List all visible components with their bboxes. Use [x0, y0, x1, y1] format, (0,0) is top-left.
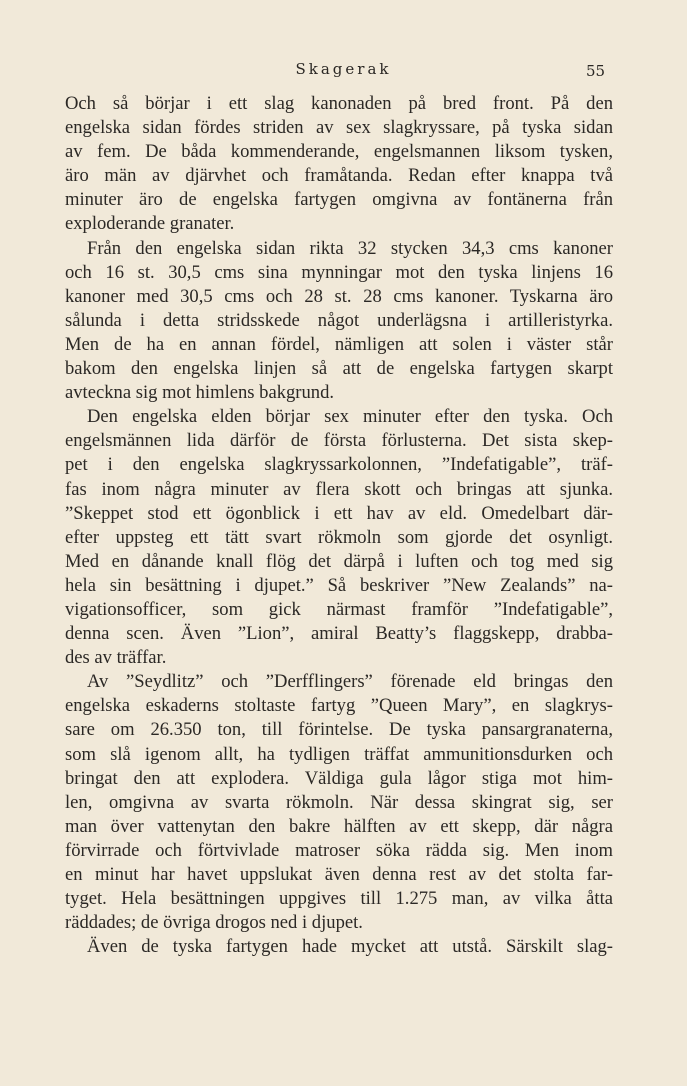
text-line: tyget. Hela besättningen uppgives till 1.275 man, av vilka åtta — [65, 888, 613, 910]
text-line: engelska eskaderns stoltaste fartyg ”Queen Mary”, en slagkrys- — [65, 695, 613, 717]
text-line: Men de ha en annan fördel, nämligen att solen i väster står — [65, 333, 613, 355]
text-line: hela sin besättning i djupet.” Så beskriver ”New Zealands” na- — [65, 574, 613, 596]
text-line: Med en dånande knall flög det därpå i luften och tog med sig — [65, 550, 613, 572]
text-line: man över vattenytan den bakre hälften av ett skepp, där några — [65, 815, 613, 837]
text-line: engelsmännen lida därför de första förlusterna. Det sista skep- — [65, 430, 613, 452]
text-line: Från den engelska sidan rikta 32 stycken 34,3 cms kanoner — [87, 237, 613, 259]
text-line: förvirrade och förtvivlade matroser söka rädda sig. Men inom — [65, 839, 613, 861]
body-text — [65, 92, 613, 959]
text-line: des av träffar. — [65, 647, 167, 669]
text-line: Av ”Seydlitz” och ”Derfflingers” förenade eld bringas den — [87, 671, 613, 693]
text-line: och 16 st. 30,5 cms sina mynningar mot den tyska linjens 16 — [65, 261, 613, 283]
text-line: ”Skeppet stod ett ögonblick i ett hav av eld. Omedelbart där- — [65, 502, 613, 524]
text-line: len, omgivna av svarta rökmoln. När dessa skingrat sig, ser — [65, 791, 613, 813]
text-line: Den engelska elden börjar sex minuter efter den tyska. Och — [87, 406, 613, 428]
text-line: avteckna sig mot himlens bakgrund. — [65, 382, 335, 404]
text-line: Och så börjar i ett slag kanonaden på bred front. På den — [65, 93, 613, 114]
text-line: efter uppsteg ett tätt svart rökmoln som gjorde det osynligt. — [65, 526, 613, 548]
text-line: bringat den att explodera. Väldiga gula lågor stiga mot him- — [65, 767, 613, 789]
text-line: kanoner med 30,5 cms och 28 st. 28 cms kanoner. Tyskarna äro — [65, 285, 613, 307]
running-title: Skagerak — [295, 60, 392, 78]
text-line: en minut har havet uppslukat även denna rest av det stolta far- — [65, 864, 613, 885]
page-header — [0, 60, 687, 84]
text-line: äro män av djärvhet och framåtanda. Redan efter knappa två — [65, 165, 613, 187]
text-line: sålunda i detta stridsskede något underlägsna i artilleristyrka. — [65, 309, 613, 331]
text-line: vigationsofficer, som gick närmast framför ”Indefatigable”, — [65, 598, 613, 620]
page-number: 55 — [586, 62, 606, 80]
text-line: engelska sidan fördes striden av sex slagkryssare, på tyska sidan — [65, 117, 613, 139]
text-line: fas inom några minuter av flera skott och bringas att sjunka. — [65, 478, 613, 500]
text-line: räddades; de övriga drogos ned i djupet. — [65, 912, 363, 934]
text-line: pet i den engelska slagkryssarkolonnen, ”Indefatigable”, träf- — [65, 454, 613, 476]
text-line: Även de tyska fartygen hade mycket att utstå. Särskilt slag- — [87, 936, 613, 958]
text-line: minuter äro de engelska fartygen omgivna av fontänerna från — [65, 189, 613, 211]
text-line: av fem. De båda kommenderande, engelsmannen liksom tysken, — [65, 141, 613, 163]
text-line: som slå igenom allt, ha tydligen träffat ammunitionsdurken och — [65, 743, 613, 765]
text-line: bakom den engelska linjen så att de engelska fartygen skarpt — [65, 358, 613, 380]
text-line: exploderande granater. — [65, 213, 235, 235]
text-line: sare om 26.350 ton, till förintelse. De tyska pansargranaterna, — [65, 719, 613, 741]
text-line: denna scen. Även ”Lion”, amiral Beatty’s flaggskepp, drabba- — [65, 623, 613, 645]
